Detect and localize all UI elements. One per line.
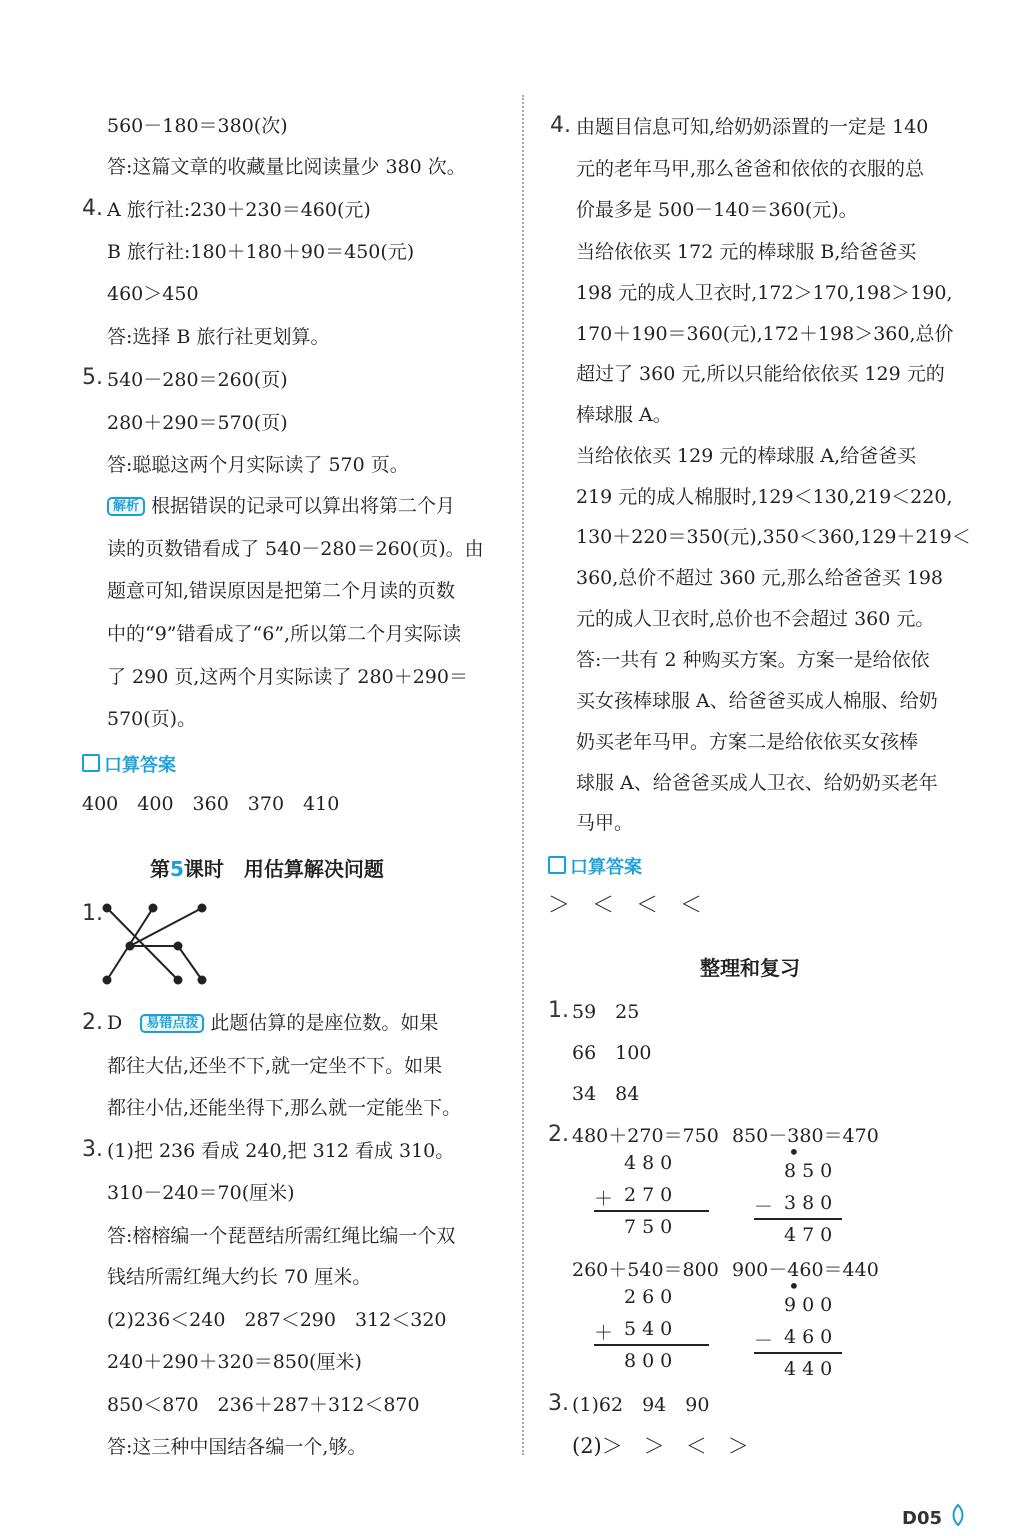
- text-line: (1)62 94 90: [572, 1394, 710, 1416]
- calc-operator: ＋: [594, 1188, 620, 1210]
- question-number: 5.: [82, 365, 103, 390]
- text-line: A 旅行社:230＋230＝460(元): [107, 199, 371, 221]
- text-line: 170＋190＝360(元),172＋198＞360,总价: [576, 323, 954, 345]
- text-line: 130＋220＝350(元),350＜360,129＋219＜: [576, 526, 971, 548]
- oral-answers-heading: [82, 754, 176, 775]
- calc-operator: ＋: [594, 1322, 620, 1344]
- vertical-subtraction: [754, 1140, 884, 1246]
- lesson-prefix: 第: [150, 857, 170, 881]
- text-line: 答:一共有 2 种购买方案。方案一是给依依: [576, 649, 930, 671]
- calc-result: 800: [624, 1350, 679, 1372]
- text-line: (1)把 236 看成 240,把 312 看成 310。: [107, 1140, 455, 1162]
- calc-bottom: 540: [624, 1318, 679, 1340]
- heading-text: 口算答案: [570, 857, 642, 878]
- text-line: 元的老年马甲,那么爸爸和依依的衣服的总: [576, 158, 925, 180]
- analysis-paragraph: [107, 497, 455, 516]
- text-line: 198 元的成人卫衣时,172＞170,198＞190,: [576, 282, 953, 304]
- text-line: 34 84: [572, 1083, 640, 1105]
- vertical-subtraction: [754, 1274, 884, 1380]
- calc-top: 480: [624, 1152, 679, 1174]
- text-line: 超过了 360 元,所以只能给依依买 129 元的: [576, 363, 945, 385]
- calc-result: 750: [624, 1216, 679, 1238]
- text-line: 题意可知,错误原因是把第二个月读的页数: [107, 580, 456, 602]
- calc-bottom: 460: [784, 1326, 839, 1348]
- text-line: 中的“9”错看成了“6”,所以第二个月实际读: [107, 623, 462, 645]
- text-line: 了 290 页,这两个月实际读了 280＋290＝: [107, 666, 468, 688]
- oral-answers: 400 400 360 370 410: [82, 793, 340, 815]
- borrow-dot-icon: •: [788, 1274, 800, 1298]
- question-number: 2.: [82, 1010, 103, 1035]
- calc-bottom: 270: [624, 1184, 679, 1206]
- analysis-tag: 解析: [107, 497, 145, 516]
- borrow-dot-icon: •: [788, 1140, 800, 1164]
- text-line: 240＋290＋320＝850(厘米): [107, 1351, 362, 1373]
- page-number: D05: [902, 1508, 942, 1529]
- equation: 850－380＝470: [732, 1125, 879, 1147]
- text-line: 当给依依买 129 元的棒球服 A,给爸爸买: [576, 445, 917, 467]
- text-line: 奶买老年马甲。方案二是给依依买女孩棒: [576, 731, 919, 753]
- oral-answers: ＞ ＜ ＜ ＜: [548, 893, 703, 918]
- question-number: 4.: [82, 196, 103, 221]
- text-line: 360,总价不超过 360 元,那么给爸爸买 198: [576, 567, 943, 589]
- text-line: 根据错误的记录可以算出将第二个月: [151, 495, 456, 517]
- calc-operator: －: [754, 1330, 780, 1352]
- text-line: 66 100: [572, 1042, 652, 1064]
- text-line: 此题估算的是座位数。如果: [210, 1012, 439, 1034]
- text-line: 棒球服 A。: [576, 404, 672, 426]
- text-line: 球服 A、给爸爸买成人卫衣、给奶奶买老年: [576, 772, 938, 794]
- text-line: 价最多是 500－140＝360(元)。: [576, 199, 858, 221]
- text-line: 560－180＝380(次): [107, 115, 288, 137]
- text-line: 850＜870 236＋287＋312＜870: [107, 1394, 420, 1416]
- text-line: 310－240＝70(厘米): [107, 1182, 295, 1204]
- text-line: 540－280＝260(页): [107, 369, 288, 391]
- text-line: 读的页数错看成了 540－280＝260(页)。由: [107, 538, 484, 560]
- text-line: (2)＞ ＞ ＜ ＞: [572, 1434, 749, 1458]
- calc-operator: －: [754, 1196, 780, 1218]
- text-line: 答:选择 B 旅行社更划算。: [107, 326, 330, 348]
- oral-answers-heading: [548, 856, 642, 877]
- question-number: 1.: [82, 901, 103, 926]
- calc-line: [594, 1210, 709, 1212]
- lesson-title: [150, 859, 384, 879]
- text-line: 都往大估,还坐不下,就一定坐不下。如果: [107, 1055, 443, 1077]
- heading-text: 口算答案: [104, 755, 176, 776]
- text-line: (2)236＜240 287＜290 312＜320: [107, 1309, 447, 1331]
- question-number: 3.: [82, 1137, 103, 1162]
- vertical-addition: [594, 1152, 724, 1242]
- equation: 480＋270＝750: [572, 1125, 719, 1147]
- matching-lines-diagram: [100, 900, 215, 990]
- review-title: 整理和复习: [700, 956, 800, 980]
- text-line: 答:榕榕编一个琵琶结所需红绳比编一个双: [107, 1225, 456, 1247]
- text-line: 答:这三种中国结各编一个,够。: [107, 1436, 367, 1458]
- equation: 900－460＝440: [732, 1259, 879, 1281]
- question-number: 3.: [548, 1391, 569, 1416]
- text-line: 219 元的成人棉服时,129＜130,219＜220,: [576, 486, 953, 508]
- calc-top: 260: [624, 1286, 679, 1308]
- text-line: 当给依依买 172 元的棒球服 B,给爸爸买: [576, 241, 917, 263]
- text-line: 马甲。: [576, 812, 634, 834]
- leaf-icon: [950, 1503, 966, 1529]
- calc-line: [594, 1344, 709, 1346]
- text-line: 答:聪聪这两个月实际读了 570 页。: [107, 454, 409, 476]
- question-number: 4.: [550, 113, 571, 138]
- answer-letter: D: [107, 1012, 123, 1034]
- question-number: 2.: [548, 1122, 569, 1147]
- lesson-suffix: 课时 用估算解决问题: [183, 857, 384, 881]
- square-icon: [548, 856, 566, 874]
- mistake-tip-tag: 易错点拨: [140, 1014, 204, 1033]
- calc-result: 440: [784, 1358, 839, 1380]
- text-line: 460＞450: [107, 283, 199, 305]
- text-line: 都往小估,还能坐得下,那么就一定能坐下。: [107, 1097, 462, 1119]
- text-line: 由题目信息可知,给奶奶添置的一定是 140: [576, 116, 929, 138]
- lesson-number: 5: [170, 857, 184, 881]
- question-number: 1.: [548, 998, 569, 1023]
- text-line: 答:这篇文章的收藏量比阅读量少 380 次。: [107, 156, 466, 178]
- calc-top: 900: [784, 1294, 839, 1316]
- equation: 260＋540＝800: [572, 1259, 719, 1281]
- text-line: B 旅行社:180＋180＋90＝450(元): [107, 241, 415, 263]
- text-line: 钱结所需红绳大约长 70 厘米。: [107, 1266, 372, 1288]
- column-divider: [522, 95, 524, 1455]
- calc-line: [754, 1352, 842, 1354]
- text-line: 59 25: [572, 1001, 640, 1023]
- calc-top: 850: [784, 1160, 839, 1182]
- text-line: 买女孩棒球服 A、给爸爸买成人棉服、给奶: [576, 690, 938, 712]
- vertical-addition: [594, 1286, 724, 1376]
- calc-result: 470: [784, 1224, 839, 1246]
- text-line: 280＋290＝570(页): [107, 412, 288, 434]
- mistake-tip-paragraph: [107, 1014, 438, 1033]
- text-line: 570(页)。: [107, 708, 197, 730]
- calc-line: [754, 1218, 842, 1220]
- calc-bottom: 380: [784, 1192, 839, 1214]
- square-icon: [82, 754, 100, 772]
- text-line: 元的成人卫衣时,总价也不会超过 360 元。: [576, 608, 935, 630]
